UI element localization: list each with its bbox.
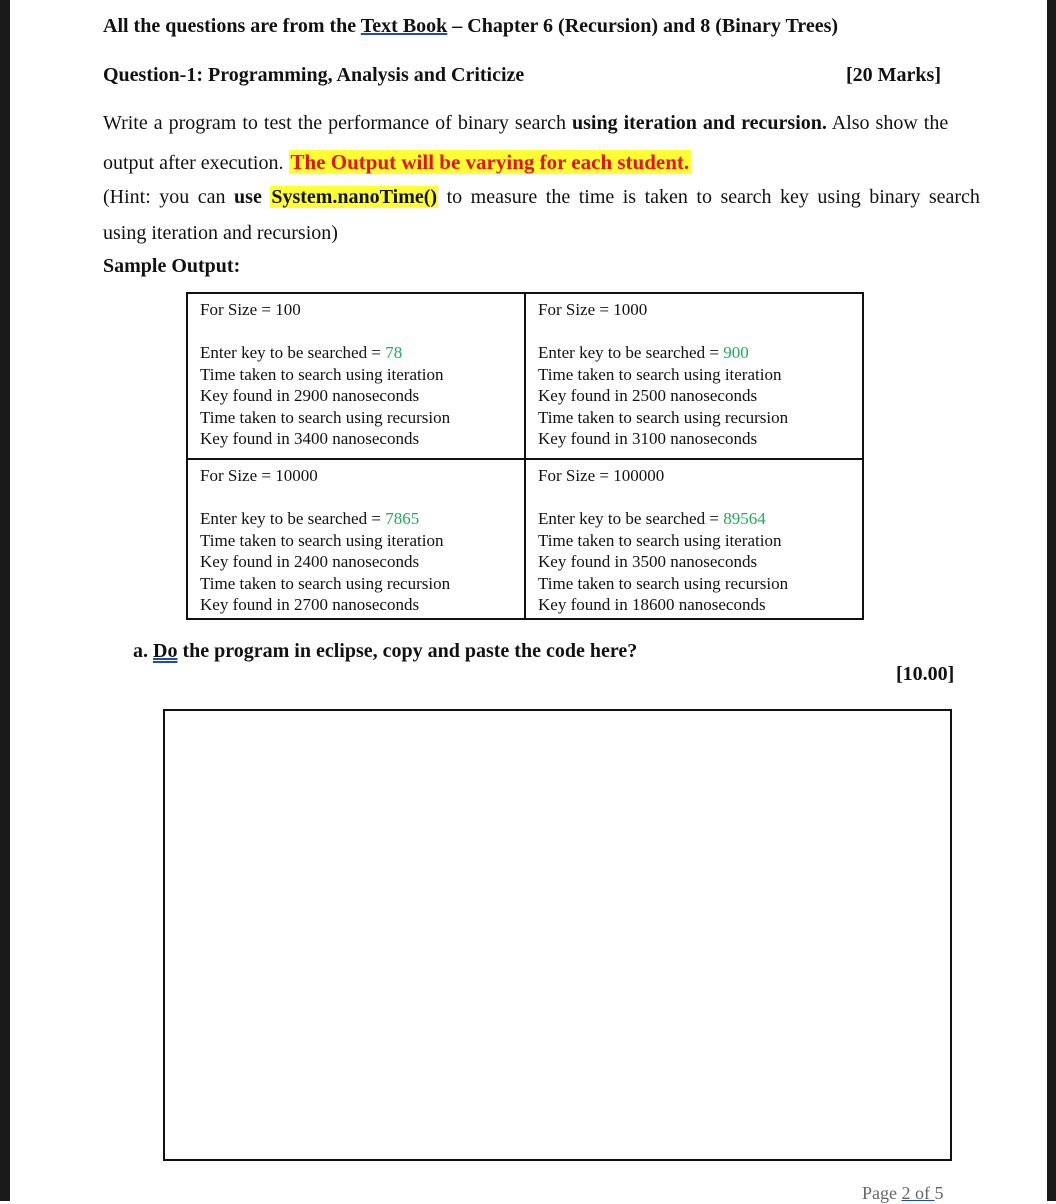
recursion-label: Time taken to search using recursion (538, 407, 789, 427)
key-value: 78 (385, 343, 403, 362)
size-label: For Size = 100000 (538, 466, 665, 485)
sub-question-a (133, 640, 637, 663)
table-row (187, 293, 863, 459)
recursion-time: Key found in 3400 nanoseconds (200, 429, 420, 448)
textbook-link[interactable]: Text Book (360, 15, 448, 37)
header-chapters: – Chapter 6 (Recursion) and 8 (Binary Trees) (447, 15, 839, 37)
page-label: Page (862, 1183, 902, 1203)
table-row (187, 459, 863, 619)
iteration-time: Key found in 2500 nanoseconds (538, 386, 758, 405)
iteration-label: Time taken to search using iteration (200, 364, 444, 384)
hint-text-end: to measure the time is taken to search key using binary search (438, 186, 980, 208)
hint-text: (Hint: you can (103, 186, 235, 208)
key-line (538, 508, 850, 530)
sub-question-marks: [10.00] (896, 663, 955, 685)
recursion-label: Time taken to search using recursion (200, 407, 451, 427)
instruction-text: output after execution. (103, 152, 289, 174)
size-label: For Size = 100 (200, 300, 301, 319)
key-value: 900 (723, 343, 749, 362)
size-label: For Size = 1000 (538, 300, 648, 319)
sample-output-table (186, 292, 864, 620)
question-title: Question-1: Programming, Analysis and Criticize (103, 64, 525, 86)
left-dark-edge (0, 0, 10, 1201)
key-line (200, 508, 512, 530)
output-cell (187, 459, 525, 619)
recursion-label: Time taken to search using recursion (200, 573, 451, 593)
right-dark-edge (1047, 0, 1056, 1201)
iteration-time: Key found in 2900 nanoseconds (200, 386, 420, 405)
hint-method-highlight: System.nanoTime() (271, 186, 438, 208)
instruction-bold: using iteration and recursion. (572, 112, 827, 134)
key-label: Enter key to be searched = (538, 343, 724, 362)
sub-question-do: Do (153, 640, 178, 662)
key-line (538, 342, 850, 364)
page-total: 5 (934, 1183, 944, 1203)
key-value: 89564 (723, 509, 766, 528)
instruction-line-2 (103, 150, 953, 175)
iteration-label: Time taken to search using iteration (538, 530, 782, 550)
iteration-time: Key found in 2400 nanoseconds (200, 552, 420, 571)
key-label: Enter key to be searched = (200, 509, 386, 528)
output-cell (525, 293, 863, 459)
highlighted-note: The Output will be varying for each student. (290, 150, 690, 174)
recursion-time: Key found in 3100 nanoseconds (538, 429, 758, 448)
header-line (103, 15, 838, 38)
sample-output-label: Sample Output: (103, 255, 241, 277)
recursion-time: Key found in 18600 nanoseconds (538, 595, 766, 614)
hint-use: use (234, 186, 262, 208)
key-label: Enter key to be searched = (200, 343, 386, 362)
instruction-text-end: Also show the (826, 112, 949, 134)
iteration-time: Key found in 3500 nanoseconds (538, 552, 758, 571)
instruction-text: Write a program to test the performance of binary search (103, 112, 572, 134)
answer-box[interactable] (163, 709, 952, 1161)
iteration-label: Time taken to search using iteration (538, 364, 782, 384)
key-line (200, 342, 512, 364)
sub-question-letter: a. (133, 640, 153, 662)
key-label: Enter key to be searched = (538, 509, 724, 528)
instruction-line-1 (103, 112, 953, 135)
sub-question-text: the program in eclipse, copy and paste the code here? (177, 640, 638, 662)
recursion-time: Key found in 2700 nanoseconds (200, 595, 420, 614)
output-cell (187, 293, 525, 459)
hint-line-2: using iteration and recursion) (103, 222, 338, 244)
iteration-label: Time taken to search using iteration (200, 530, 444, 550)
output-cell (525, 459, 863, 619)
key-value: 7865 (385, 509, 420, 528)
page-link[interactable]: 2 of (901, 1183, 935, 1203)
question-marks: [20 Marks] (846, 64, 941, 86)
header-text: All the questions are from the (103, 15, 361, 37)
recursion-label: Time taken to search using recursion (538, 573, 789, 593)
hint-line-1 (103, 186, 980, 209)
size-label: For Size = 10000 (200, 466, 318, 485)
